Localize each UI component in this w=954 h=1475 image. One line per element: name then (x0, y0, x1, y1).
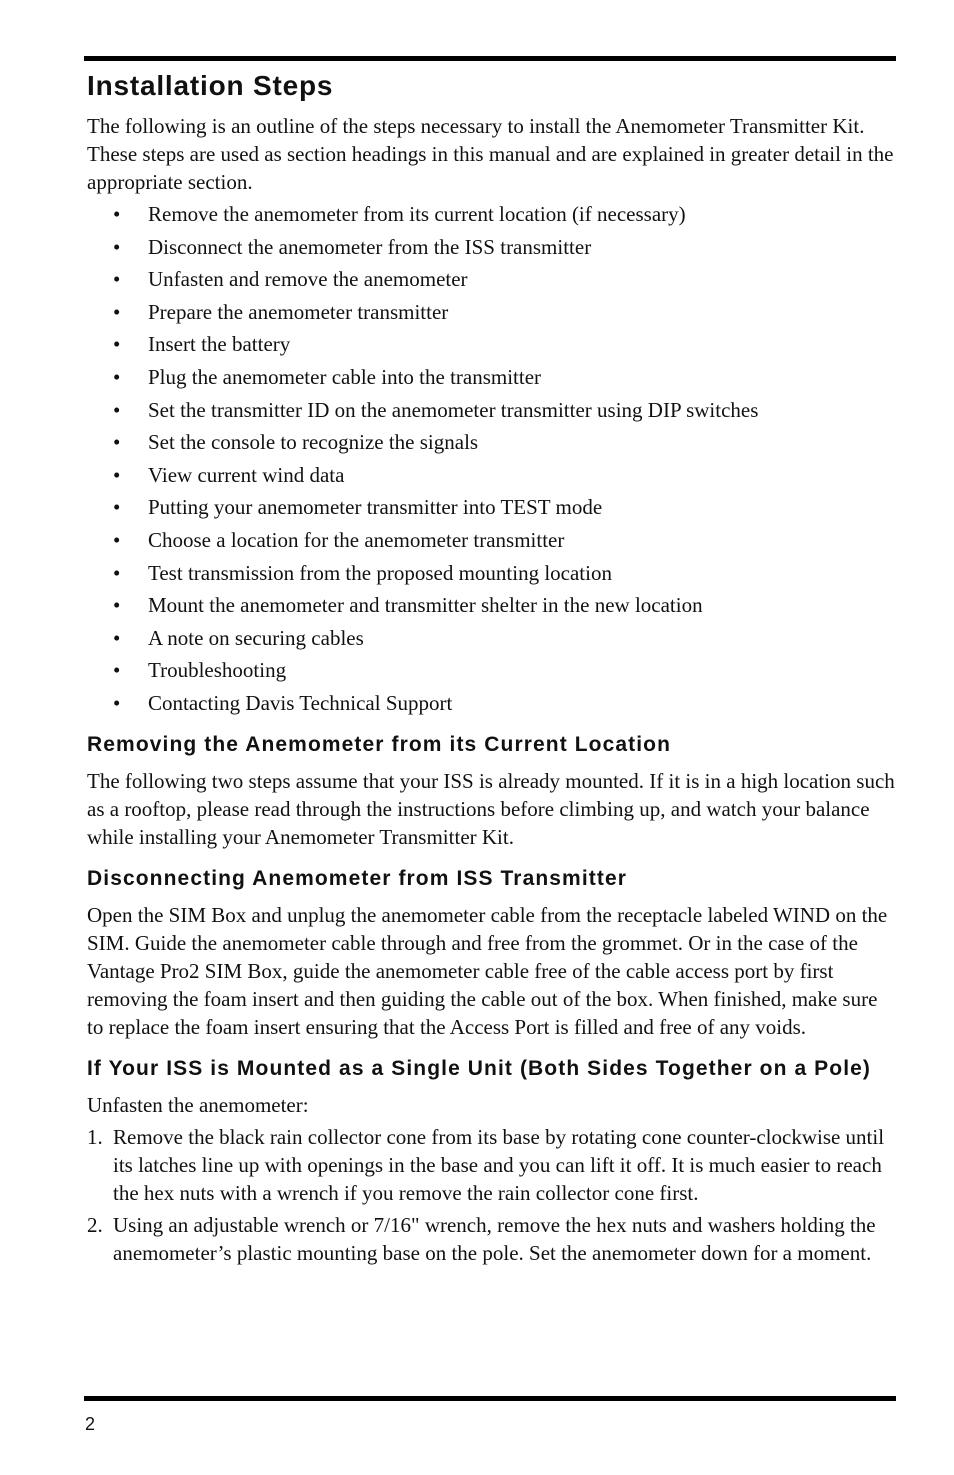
bullet: • (113, 397, 121, 422)
bullet: • (113, 658, 121, 683)
bullet: • (113, 527, 121, 552)
list-item: • Plug the anemometer cable into the transmitter (113, 364, 542, 389)
section-body-single-unit: Unfasten the anemometer: (87, 1092, 309, 1117)
bottom-rule (84, 1396, 896, 1401)
top-rule (84, 56, 896, 61)
list-item: • Disconnect the anemometer from the ISS transmitter (113, 234, 592, 259)
bullet: • (113, 299, 121, 324)
section-body-removing: The following two steps assume that your ISS is already mounted. If it is in a high location such as a rooftop, please read through the instructions before climbing up, and watch your balance while installing your Anemometer Transmitter Kit. (87, 768, 895, 849)
bullet: • (113, 267, 121, 292)
bullet: • (113, 462, 121, 487)
bullet: • (113, 495, 121, 520)
bullet: • (113, 560, 121, 585)
list-item: • Contacting Davis Technical Support (113, 690, 453, 715)
page-title: Installation Steps (87, 70, 334, 101)
list-item: • Mount the anemometer and transmitter shelter in the new location (113, 593, 703, 618)
bullet: • (113, 202, 121, 226)
step-number: 1. (87, 1124, 103, 1149)
section-heading-disconnecting: Disconnecting Anemometer from ISS Transmitter (87, 866, 627, 890)
intro-paragraph: The following is an outline of the steps necessary to install the Anemometer Transmitter Kit. These steps are used as section headings in this manual and are explained in greater detail in the appropriate section. (87, 114, 894, 194)
list-item: • Remove the anemometer from its current location (if necessary) (113, 202, 686, 226)
bullet: • (113, 430, 121, 455)
page-number: 2 (85, 1414, 96, 1434)
list-item: • Test transmission from the proposed mounting location (113, 560, 612, 585)
step-number: 2. (87, 1212, 103, 1237)
bullet: • (113, 593, 121, 618)
numbered-step: 2. Using an adjustable wrench or 7/16" wrench, remove the hex nuts and washers holding the anemometer’s plastic mounting base on the pole. Set the anemometer down for a moment. (87, 1212, 876, 1265)
bullet: • (113, 364, 121, 389)
numbered-step: 1. Remove the black rain collector cone from its base by rotating cone counter-clockwise until its latches line up with openings in the base and you can lift it off. It is much easier to reach the hex nuts with a wrench if you remove the rain collector cone first. (87, 1124, 885, 1205)
bullet: • (113, 332, 121, 357)
steps-outline-list (87, 200, 897, 717)
section-heading-single-unit: If Your ISS is Mounted as a Single Unit (Both Sides Together on a Pole) (87, 1056, 871, 1080)
list-item: • Prepare the anemometer transmitter (113, 299, 449, 324)
list-item: • Insert the battery (113, 332, 291, 357)
section-heading-removing: Removing the Anemometer from its Current Location (87, 732, 672, 756)
list-item: • Unfasten and remove the anemometer (113, 267, 468, 292)
list-item: • Choose a location for the anemometer transmitter (113, 527, 565, 552)
section-body-disconnecting: Open the SIM Box and unplug the anemometer cable from the receptacle labeled WIND on the SIM. Guide the anemometer cable through and free from the grommet. Or in the case of the Vantage Pro2 SIM Box, guide the anemometer cable free of the cable access port by first removing the foam insert and then guiding the cable out of the box. When finished, make sure to replace the foam insert ensuring that the Access Port is filled and free of any voids. (87, 902, 888, 1039)
list-item: • Set the console to recognize the signals (113, 430, 479, 455)
list-item: • Putting your anemometer transmitter into TEST mode (113, 495, 603, 520)
list-item: • A note on securing cables (113, 625, 364, 650)
list-item: • Troubleshooting (113, 658, 287, 683)
unfasten-steps-list (87, 1123, 897, 1267)
bullet: • (113, 625, 121, 650)
page-content (87, 68, 897, 1271)
bullet: • (113, 234, 121, 259)
list-item: • Set the transmitter ID on the anemometer transmitter using DIP switches (113, 397, 759, 422)
list-item: • View current wind data (113, 462, 345, 487)
bullet: • (113, 690, 121, 715)
